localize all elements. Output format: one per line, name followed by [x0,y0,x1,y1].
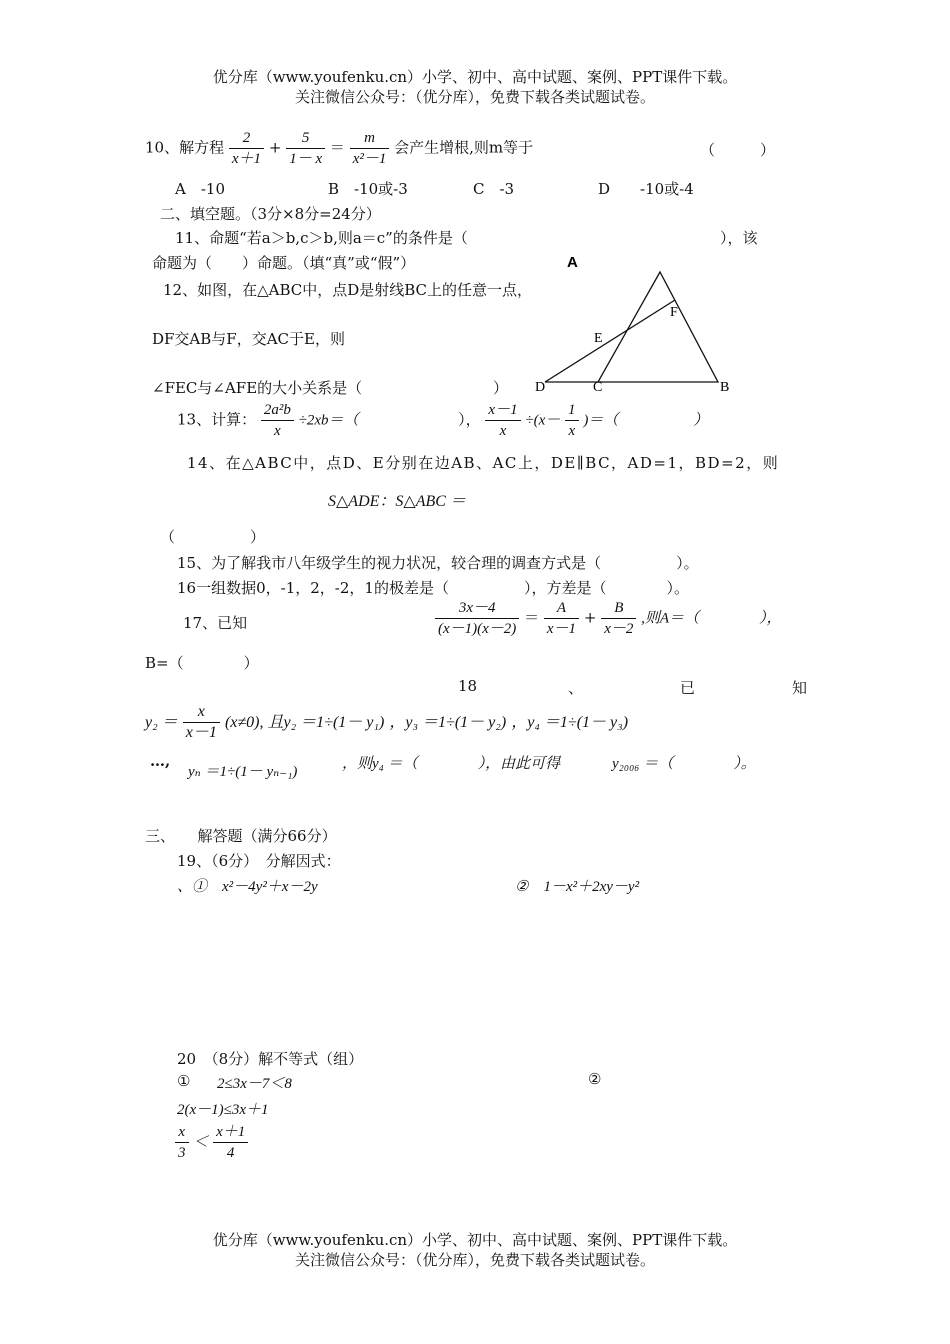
question-10: 10、解方程 $\frac{2}{x+1}$ + $\frac{5}{1- x}$ ＝ $\frac{m}{\text{x²－1}}$ 会产生增根,则m等于 [145,130,534,167]
q20-part-2-line-2: $\frac{x}{3}$ ＜ $\frac{x+1}{4}$ [175,1122,248,1163]
q20-fraction-1: $\frac{x}{3}$ [175,1122,189,1163]
footer-line-1: 优分库（www.youfenku.cn）小学、初中、高中试题、案例、PPT课件下载。 [212,1231,738,1249]
footer-line-2: 关注微信公众号：（优分库），免费下载各类试题试卷。 [294,1251,655,1269]
q10-option-d: D -10或-4 [598,180,694,198]
question-13: 13、计算： $\frac{\text{2a²b}}{x}$ ÷2xb＝（ ）， $\frac{x-1}{x}$ ÷(x－ $\frac{1}{x}$ )＝（ ） [177,402,709,439]
q20-part-1: 2≤3x－7＜8 [217,1076,292,1092]
q18-fraction: $\frac{x}{x-1}$ [183,702,220,743]
q10-answer-paren: （ ） [700,141,776,159]
q18-dots: …, [150,752,171,770]
q18-yn: yₙ ＝1÷(1－ yₙ₋₁) [188,764,298,780]
q18-then: ，则y₄ ＝（ ），由此可得 [342,756,561,772]
q20-part-2-mark: ② [588,1070,602,1088]
label-c: C [593,380,603,395]
q10-prefix: 10、解方程 [145,138,225,157]
q20-part-2-line-1: 2(x－1)≤3x＋1 [177,1102,269,1118]
q12-line-2: DF交AB与F，交AC于E，则 [152,330,345,348]
q10-fraction-1: $\frac{2}{x+1}$ [229,128,264,169]
question-16: 16一组数据0，-1，2，-2，1的极差是（ ），方差是（ ）。 [177,579,689,597]
q18-word-yi: 已 [680,679,696,697]
q18-line-2: y₂ ＝ $\frac{x}{x-1}$ (x≠0), 且y₂ ＝1÷(1－ y₁) ，y₃ ＝1÷(1－ y₂) ，y₄ ＝1÷(1－ y₃) [145,703,629,741]
label-f: F [670,305,678,320]
q10-option-b: B -10或-3 [328,180,408,198]
q20-fraction-2: $\frac{x+1}{4}$ [213,1122,248,1163]
q12-line-1: 12、如图，在△ABC中，点D是射线BC上的任意一点， [163,281,533,299]
q17-fraction-3: $\frac{B}{x-2}$ [601,598,636,639]
q10-fraction-3: $\frac{m}{\text{x²－1}}$ [350,128,390,169]
q17-fraction-2: $\frac{A}{x-1}$ [544,598,579,639]
q18-separator: 、 [568,679,584,697]
label-e: E [594,331,603,346]
q14-ratio: S△ADE：S△ABC ＝ [328,493,466,510]
question-17: $\frac{3x-4}{(x-1)(x-2)}$ ＝ $\frac{A}{x-1}$ + $\frac{B}{x-2}$ ,则A＝（ ）， [435,598,782,639]
q19-title: 19、（6分） 分解因式： [177,852,341,870]
q13-fraction-1: $\frac{\text{2a²b}}{x}$ [261,400,294,441]
q10-suffix: 会产生增根,则m等于 [394,138,534,157]
q10-option-a: A -10 [175,180,225,198]
section-2-title: 二、填空题。（3分×8分=24分） [160,205,381,223]
q17-fraction-1: $\frac{3x-4}{(x-1)(x-2)}$ [435,598,519,639]
q17-prefix: 17、已知 [183,614,248,632]
q11-line-1-end: ），该 [720,229,758,247]
label-b: B [720,380,730,395]
q19-part-2: ② 1－x²＋2xy－y² [515,879,640,895]
q13-fraction-3: $\frac{1}{x}$ [565,400,579,441]
q19-part-1: 、① x²－4y²＋x－2y [177,879,318,895]
q13-fraction-2: $\frac{x-1}{x}$ [485,400,520,441]
label-a: A [567,254,578,271]
section-3-title: 三、 解答题（满分66分） [145,827,337,845]
q14-answer-paren: （ ） [160,528,266,546]
header-line-2: 关注微信公众号：（优分库），免费下载各类试题试卷。 [294,88,655,106]
q17-line-2: B=（ ） [145,654,259,672]
q12-line-3: ∠FEC与∠AFE的大小关系是（ [152,379,363,397]
q11-line-1: 11、命题“若a＞b,c＞b,则a＝c”的条件是（ [175,229,468,247]
q20-title: 20 （8分）解不等式（组） [177,1050,364,1068]
header-line-1: 优分库（www.youfenku.cn）小学、初中、高中试题、案例、PPT课件下载。 [212,68,738,86]
q12-line-3-end: ） [493,379,509,397]
q14-line-1: 14、在△ABC中，点D、E分别在边AB、AC上，DE∥BC，AD=1，BD=2，则 [187,454,780,472]
q18-word-zhi: 知 [792,679,808,697]
triangle-abc [598,272,718,382]
q18-y2006: y₂₀₀₆ ＝（ ）。 [612,756,756,772]
q18-number: 18 [458,677,478,695]
label-d: D [535,380,546,395]
line-df [545,300,675,382]
q11-line-2: 命题为（ ）命题。（填“真”或“假”） [152,254,416,272]
q10-option-c: C -3 [473,180,515,198]
triangle-figure [530,250,750,400]
question-15: 15、为了解我市八年级学生的视力状况，较合理的调查方式是（ ）。 [177,554,699,572]
q10-fraction-2: $\frac{5}{1- x}$ [286,128,325,169]
q20-part-1-mark: ① [177,1072,191,1090]
